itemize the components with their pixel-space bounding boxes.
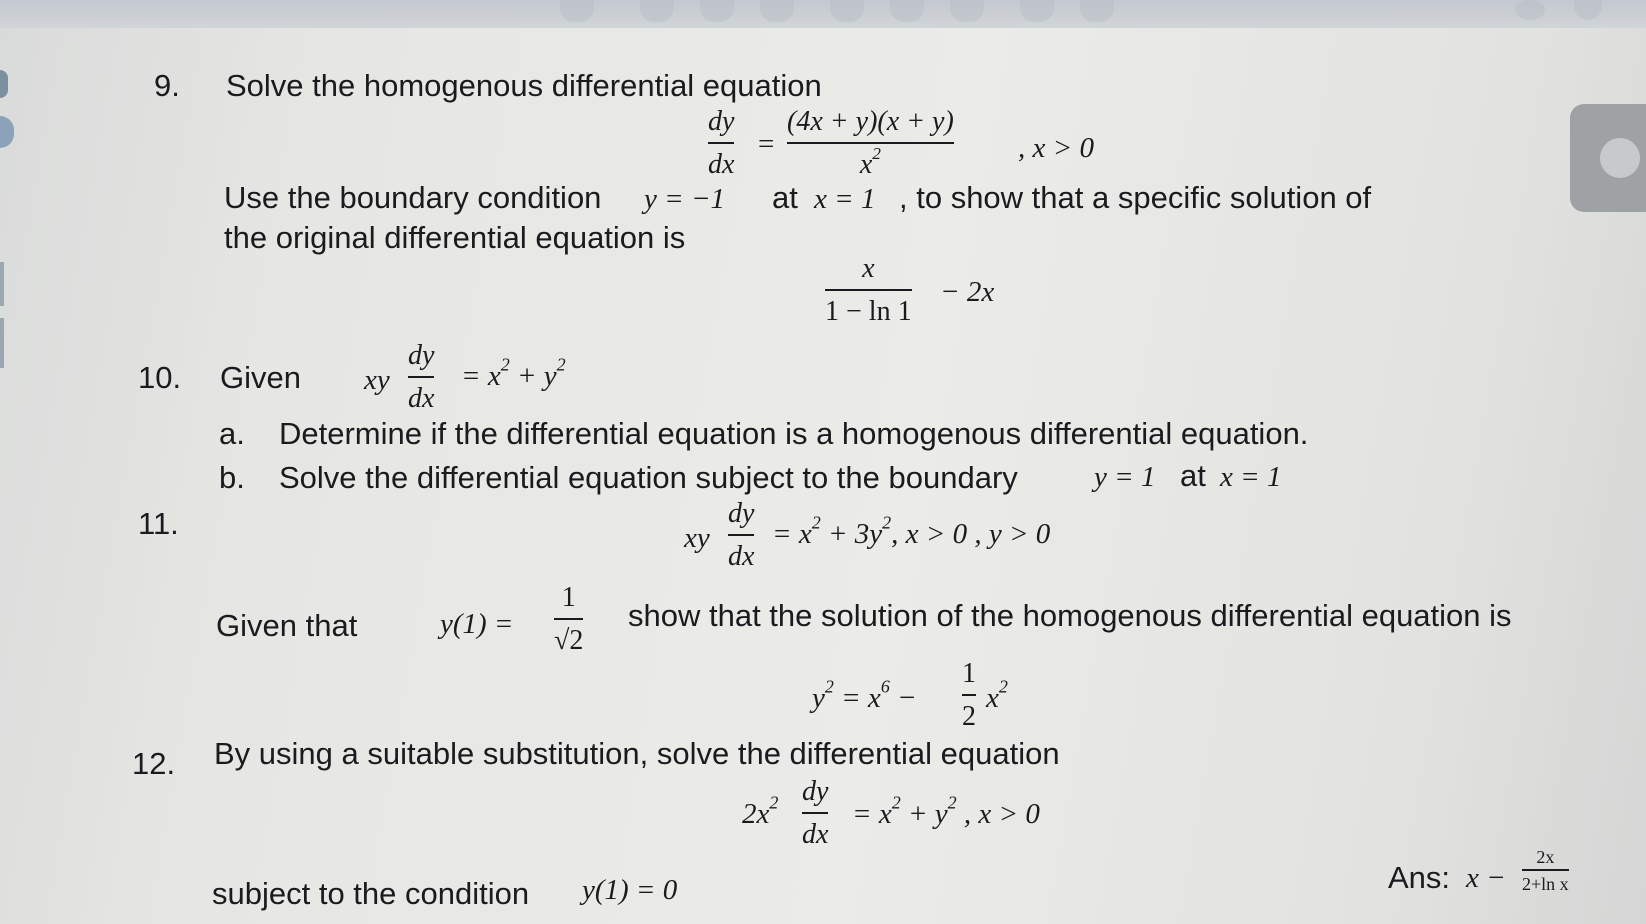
q9-line2-text: Use the boundary condition (224, 180, 602, 215)
toolbar-shape-icon[interactable] (1080, 0, 1114, 22)
q11-denominator: dx (728, 541, 755, 572)
q9-rhs-fraction (787, 108, 954, 179)
q11-result-tail: $x^2$ (986, 676, 1008, 714)
q11-y1-numerator: 1 (561, 582, 576, 613)
q10-b-at: at (1180, 458, 1206, 493)
toolbar-shape-icon[interactable] (640, 0, 674, 22)
q9-lhs-numerator: dy (708, 106, 735, 137)
q11-rhs: = $x^2 + 3y^2$, x > 0 , y > 0 (772, 512, 1051, 550)
q11-fraction (728, 500, 754, 571)
side-panel-handle-icon[interactable] (1600, 138, 1640, 178)
q9-condition: , x > 0 (1018, 132, 1094, 164)
q9-solution-fraction (825, 255, 912, 326)
toolbar-shape-icon[interactable] (700, 0, 734, 22)
q11-result: $y^2 = x^6$ − (812, 676, 917, 714)
q12-rhs: = $x^2 + y^2$ , x > 0 (852, 792, 1040, 830)
q9-lhs-fraction (708, 108, 734, 179)
q9-rhs-denominator: $x^2$ (859, 144, 881, 180)
q10-b-math-x: x = 1 (1220, 461, 1282, 493)
q10-b-math-y: y = 1 (1094, 461, 1156, 493)
q11-number: 11. (138, 506, 179, 541)
q10-numerator: dy (408, 340, 435, 371)
q9-line2-at: at (772, 180, 798, 215)
q12-subject-text: subject to the condition (212, 876, 530, 911)
toolbar-copy-icon[interactable] (1574, 0, 1602, 20)
q10-fraction (408, 342, 434, 413)
q11-numerator: dy (728, 498, 755, 529)
toolbar-shape-icon[interactable] (890, 0, 924, 22)
q12-answer-label: Ans: (1388, 860, 1451, 895)
q12-lhs-prefix: $2x^2$ (742, 792, 779, 830)
q12-condition: y(1) = 0 (582, 874, 678, 906)
toolbar-shape-icon[interactable] (1020, 0, 1054, 22)
q11-result-denominator: 2 (962, 701, 976, 732)
q10-given: Given (220, 360, 301, 395)
q9-equals: = (758, 128, 775, 160)
toolbar-shape-icon[interactable] (760, 0, 794, 22)
q10-number: 10. (138, 360, 182, 395)
q12-denominator: dx (802, 819, 829, 850)
q11-y1-fraction (554, 584, 583, 655)
q10-denominator: dx (408, 383, 435, 414)
left-edge-marker (0, 318, 4, 368)
q11-result-fraction (962, 660, 976, 731)
q11-show-text: show that the solution of the homogenous differential equation is (628, 598, 1512, 633)
q10-a-text: Determine if the differential equation is a homogenous differential equation. (279, 416, 1309, 451)
q12-answer-numerator: 2x (1536, 847, 1555, 867)
toolbar-shape-icon[interactable] (950, 0, 984, 22)
left-edge-marker (0, 70, 8, 98)
q11-given-that: Given that (216, 608, 358, 643)
fraction-bar (962, 694, 976, 696)
q12-answer-denominator: 2+ln x (1522, 874, 1569, 894)
fraction-bar (787, 142, 954, 144)
left-edge-marker (0, 262, 4, 306)
q11-y1: y(1) = (440, 608, 514, 640)
toolbar-add-icon[interactable] (1515, 0, 1545, 20)
q10-b-label: b. (219, 460, 245, 495)
q9-line2-tail: , to show that a specific solution of (899, 180, 1372, 215)
q9-lhs-denominator: dx (708, 149, 735, 180)
toolbar-shape-icon[interactable] (560, 0, 594, 22)
q11-y1-denominator: √2 (554, 625, 584, 656)
q9-solution-denominator: 1 − ln 1 (825, 296, 912, 327)
q10-lhs-prefix: xy (364, 364, 390, 396)
fraction-bar (728, 534, 754, 536)
q9-solution-tail: − 2x (940, 276, 995, 308)
q12-answer-fraction (1522, 848, 1569, 893)
q9-intro: Solve the homogenous differential equation (226, 68, 822, 103)
q9-line2-math-y: y = −1 (644, 183, 726, 215)
q9-solution-numerator: x (862, 253, 875, 284)
q12-numerator: dy (802, 776, 829, 807)
q12-answer-prefix: x − (1466, 862, 1506, 894)
fraction-bar (554, 618, 583, 620)
q10-rhs: = $x^2 + y^2$ (461, 354, 566, 392)
fraction-bar (408, 376, 434, 378)
q9-number: 9. (154, 68, 180, 103)
fraction-bar (708, 142, 734, 144)
q12-intro: By using a suitable substitution, solve the differential equation (214, 736, 1060, 771)
q10-a-label: a. (219, 416, 245, 451)
q9-line2-math-x: x = 1 (814, 183, 876, 215)
q10-b-text: Solve the differential equation subject to the boundary (279, 460, 1018, 495)
fraction-bar (802, 812, 828, 814)
side-panel-tab[interactable] (1570, 104, 1646, 212)
q9-rhs-numerator: (4x + y)(x + y) (787, 106, 954, 137)
toolbar-shape-icon[interactable] (830, 0, 864, 22)
q12-number: 12. (132, 746, 176, 781)
fraction-bar (825, 289, 912, 291)
q11-lhs-prefix: xy (684, 522, 710, 554)
q9-line3-text: the original differential equation is (224, 220, 686, 255)
q12-fraction (802, 778, 828, 849)
q11-result-numerator: 1 (962, 658, 976, 689)
fraction-bar (1522, 869, 1569, 871)
